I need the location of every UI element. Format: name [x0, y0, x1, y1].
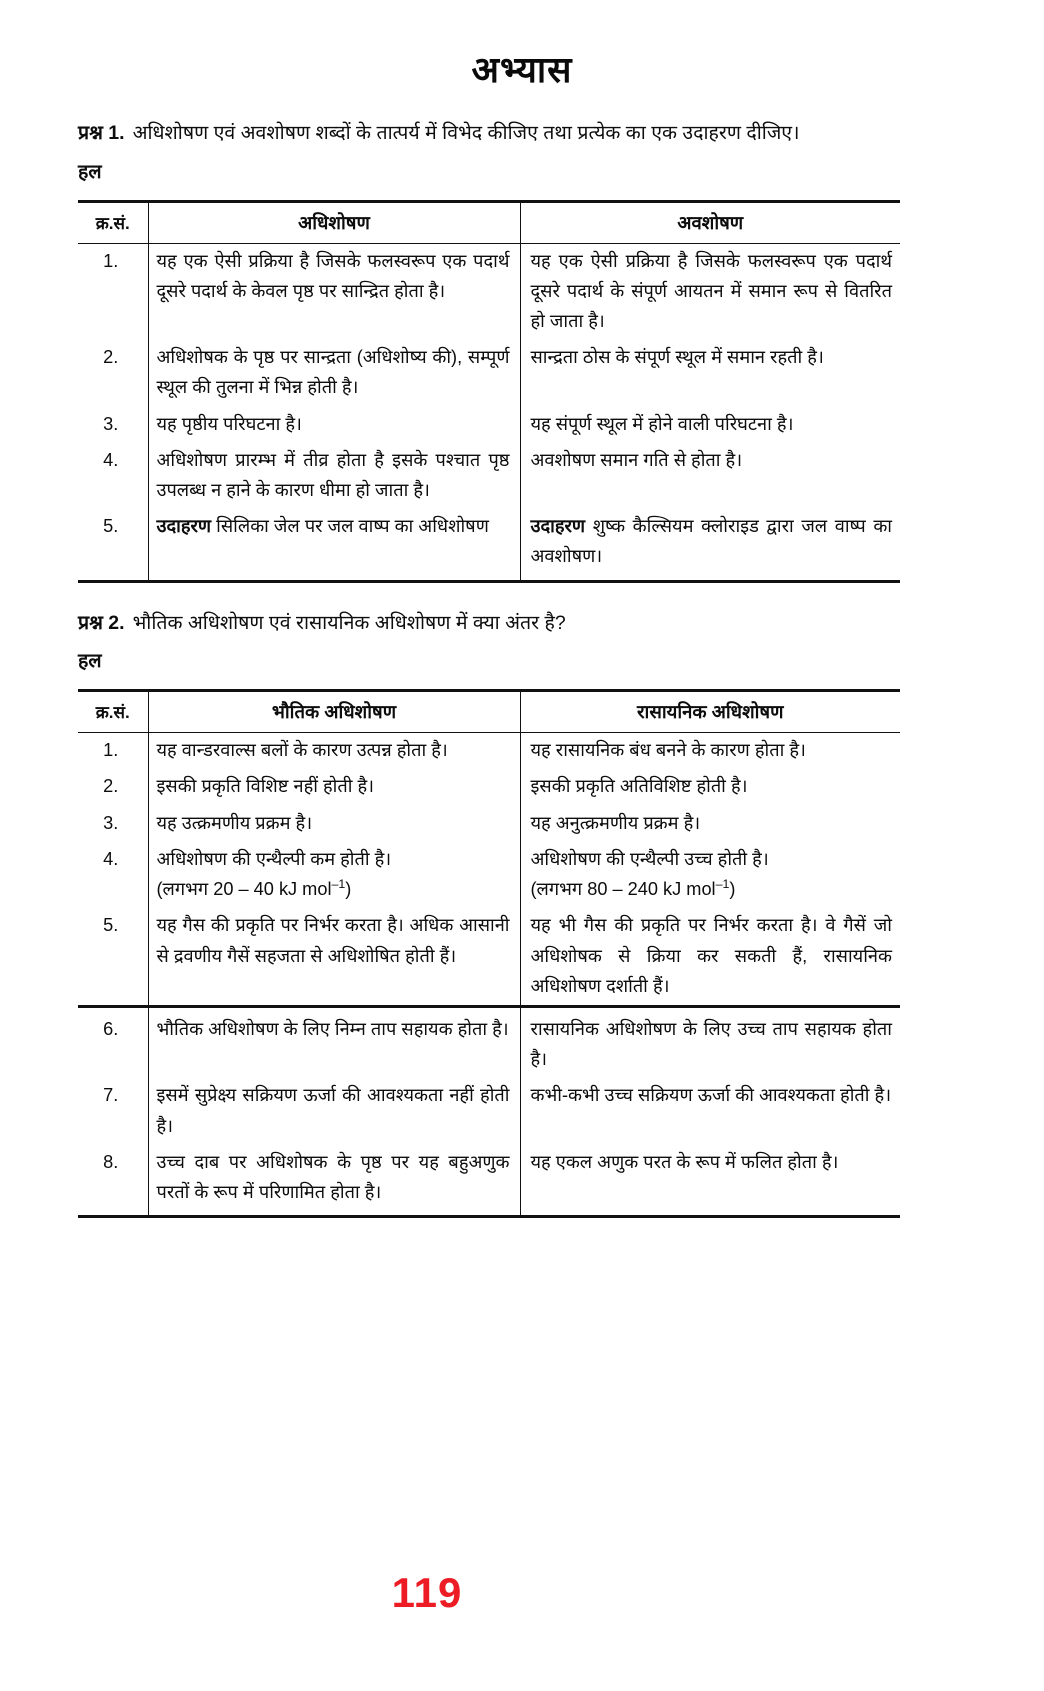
table-row — [78, 1078, 900, 1144]
row-cell-absorption-example — [520, 509, 900, 581]
row-cell-absorption: सान्द्रता ठोस के संपूर्ण स्थूल में समान रहती है। — [530, 347, 824, 368]
enthalpy-value — [531, 874, 893, 904]
row-serial: 5. — [78, 509, 148, 581]
row-serial: 8. — [78, 1145, 148, 1217]
row-cell-physisorption: उच्च दाब पर अधिशोषक के पृष्ठ पर यह बहुअणुक परतों के रूप में परिणामित होता है। — [148, 1145, 520, 1217]
row-cell-physisorption-enthalpy — [148, 842, 520, 908]
row-cell-adsorption-example — [148, 509, 520, 581]
row-cell-chemisorption: यह अनुत्क्रमणीय प्रक्रम है। — [530, 812, 701, 833]
enthalpy-statement: अधिशोषण की एन्थैल्पी कम होती है। — [156, 848, 392, 869]
table-row — [78, 733, 900, 770]
table-row — [78, 842, 900, 908]
table-row — [78, 443, 900, 509]
question-1-solution-label: हल — [78, 160, 102, 183]
row-cell-chemisorption: रासायनिक अधिशोषण के लिए उच्च ताप सहायक होता है। — [520, 1006, 900, 1078]
row-cell-physisorption: यह गैस की प्रकृति पर निर्भर करता है। अधिक आसानी से द्रवणीय गैसें सहजता से अधिशोषित होती हैं। — [148, 908, 520, 1006]
row-cell-chemisorption: इसकी प्रकृति अतिविशिष्ट होती है। — [530, 776, 748, 797]
example-label: उदाहरण — [156, 516, 212, 537]
page-content — [0, 119, 1044, 1218]
question-2-label: प्रश्न 2. — [78, 611, 125, 634]
row-cell-absorption: अवशोषण समान गति से होता है। — [530, 449, 743, 470]
table-header-row — [78, 201, 900, 243]
row-serial: 5. — [78, 908, 148, 1006]
column-header-chemisorption: रासायनिक अधिशोषण — [520, 691, 900, 733]
question-1-label: प्रश्न 1. — [78, 122, 125, 144]
comparison-table-2 — [78, 689, 900, 1218]
row-cell-absorption: यह संपूर्ण स्थूल में होने वाली परिघटना है। — [530, 413, 794, 434]
row-serial: 3. — [78, 806, 148, 842]
enthalpy-value-exponent: –1 — [331, 877, 346, 892]
page-footer — [0, 1569, 1044, 1617]
table-row — [78, 509, 900, 581]
table-row — [78, 407, 900, 443]
row-cell-physisorption: यह उत्क्रमणीय प्रक्रम है। — [148, 806, 520, 842]
table-row — [78, 908, 900, 1006]
example-text: सिलिका जेल पर जल वाष्प का अधिशोषण — [216, 516, 489, 537]
row-cell-physisorption: यह वान्डरवाल्स बलों के कारण उत्पन्न होता है। — [148, 733, 520, 770]
column-header-serial: क्र.सं. — [78, 201, 148, 243]
question-1-text: अधिशोषण एवं अवशोषण शब्दों के तात्पर्य में विभेद कीजिए तथा प्रत्येक का एक उदाहरण दीजिए। — [132, 122, 800, 144]
enthalpy-value-prefix: (लगभग 80 – 240 kJ mol — [530, 879, 716, 900]
enthalpy-value-prefix: (लगभग 20 – 40 kJ mol — [156, 879, 332, 900]
row-serial: 2. — [78, 769, 148, 805]
table-row — [78, 769, 900, 805]
row-cell-adsorption: अधिशोषण प्रारम्भ में तीव्र होता है इसके पश्चात पृष्ठ उपलब्ध न हाने के कारण धीमा हो जाता है। — [148, 443, 520, 509]
table-row — [78, 1145, 900, 1217]
question-2-text: भौतिक अधिशोषण एवं रासायनिक अधिशोषण में क्या अंतर है? — [132, 611, 566, 634]
document-page — [0, 44, 1044, 1691]
row-cell-physisorption: इसमें सुप्रेक्ष्य सक्रियण ऊर्जा की आवश्यकता नहीं होती है। — [148, 1078, 520, 1144]
question-1 — [78, 119, 970, 149]
row-cell-chemisorption: यह भी गैस की प्रकृति पर निर्भर करता है। वे गैसें जो अधिशोषक से क्रिया कर सकती हैं, रासायनिक अधिशोषण दर्शाती हैं। — [530, 915, 892, 996]
row-serial: 1. — [78, 243, 148, 340]
row-cell-chemisorption-enthalpy — [520, 842, 900, 908]
enthalpy-value-suffix: ) — [345, 879, 352, 900]
row-cell-adsorption: यह पृष्ठीय परिघटना है। — [148, 407, 520, 443]
row-cell-absorption: यह एक ऐसी प्रक्रिया है जिसके फलस्वरूप एक पदार्थ दूसरे पदार्थ के संपूर्ण आयतन में समान रूप से वितरित हो जाता है। — [530, 250, 892, 332]
comparison-table-1 — [78, 200, 900, 583]
page-number: 119 — [391, 1569, 463, 1616]
row-cell-adsorption: यह एक ऐसी प्रक्रिया है जिसके फलस्वरूप एक पदार्थ दूसरे पदार्थ के केवल पृष्ठ पर सान्द्रित होता है। — [148, 243, 520, 340]
table-row — [78, 243, 900, 340]
question-2-solution-label: हल — [78, 650, 102, 673]
row-serial: 7. — [78, 1078, 148, 1144]
column-header-serial: क्र.सं. — [78, 691, 148, 733]
enthalpy-value — [157, 874, 510, 904]
row-cell-chemisorption: कभी-कभी उच्च सक्रियण ऊर्जा की आवश्यकता होती है। — [530, 1085, 892, 1106]
row-cell-physisorption: भौतिक अधिशोषण के लिए निम्न ताप सहायक होता है। — [148, 1006, 520, 1078]
row-cell-chemisorption: यह रासायनिक बंध बनने के कारण होता है। — [530, 740, 806, 761]
question-2 — [78, 609, 970, 639]
column-header-physisorption: भौतिक अधिशोषण — [148, 691, 520, 733]
row-serial: 4. — [78, 842, 148, 908]
row-cell-adsorption: अधिशोषक के पृष्ठ पर सान्द्रता (अधिशोष्य की), सम्पूर्ण स्थूल की तुलना में भिन्न होती है। — [148, 340, 520, 406]
row-cell-physisorption: इसकी प्रकृति विशिष्ट नहीं होती है। — [148, 769, 520, 805]
column-header-adsorption: अधिशोषण — [148, 201, 520, 243]
enthalpy-value-exponent: –1 — [715, 877, 730, 892]
row-serial: 6. — [78, 1006, 148, 1078]
row-serial: 3. — [78, 407, 148, 443]
enthalpy-value-suffix: ) — [729, 879, 736, 900]
row-serial: 4. — [78, 443, 148, 509]
column-header-absorption: अवशोषण — [520, 201, 900, 243]
table-row — [78, 1006, 900, 1078]
table-header-row — [78, 691, 900, 733]
example-text: शुष्क कैल्सियम क्लोराइड द्वारा जल वाष्प का अवशोषण। — [530, 516, 892, 567]
row-cell-chemisorption: यह एकल अणुक परत के रूप में फलित होता है। — [520, 1145, 900, 1217]
page-title: अभ्यास — [471, 49, 573, 90]
enthalpy-statement: अधिशोषण की एन्थैल्पी उच्च होती है। — [530, 848, 769, 869]
row-serial: 2. — [78, 340, 148, 406]
row-serial: 1. — [78, 733, 148, 770]
table-row — [78, 806, 900, 842]
example-label: उदाहरण — [530, 516, 586, 537]
table-row — [78, 340, 900, 406]
